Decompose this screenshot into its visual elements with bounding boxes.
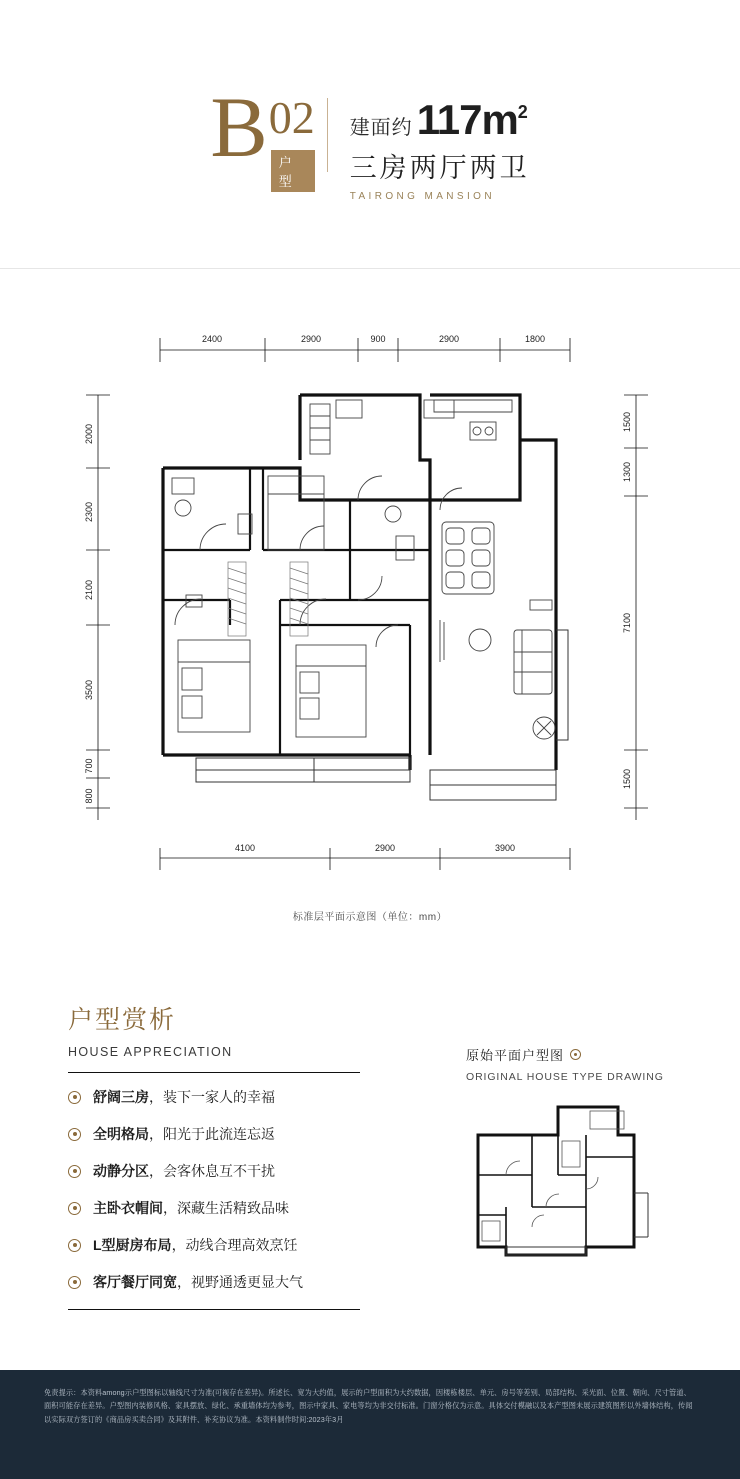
list-item — [68, 1272, 388, 1292]
floorplan-caption: 标准层平面示意图（单位：mm） — [292, 912, 448, 923]
dim-top-2: 2900 — [300, 334, 322, 344]
item-rest: ，装下一家人的幸福 — [149, 1089, 275, 1105]
original-plan-svg — [466, 1097, 666, 1267]
footer-disclaimer — [0, 1370, 740, 1479]
dim-top-4: 2900 — [438, 334, 460, 344]
original-title-cn: 原始平面户型图 — [466, 1048, 565, 1063]
original-title-cn-wrap — [466, 1045, 678, 1064]
appreciation-subtitle: HOUSE APPRECIATION — [68, 1045, 233, 1059]
item-strong: 主卧衣帽间 — [93, 1200, 163, 1216]
dim-left-4: 3500 — [84, 679, 94, 701]
floorplan-block — [0, 300, 740, 940]
dim-left-3: 2100 — [84, 579, 94, 601]
item-strong: 客厅餐厅同宽 — [93, 1274, 177, 1290]
dim-bottom-1: 4100 — [234, 843, 256, 853]
bullet-icon — [68, 1239, 81, 1252]
appreciation-title: 户型赏析 — [68, 1007, 177, 1034]
header-number: 02 — [268, 91, 315, 143]
item-rest: ，阳光于此流连忘返 — [149, 1126, 275, 1142]
header-type-tag: 户型 — [271, 150, 315, 192]
dim-right-1: 1500 — [622, 411, 632, 433]
header-area-prefix: 建面约 — [349, 117, 413, 139]
dim-bottom-3: 3900 — [494, 843, 516, 853]
list-item — [68, 1198, 388, 1218]
dim-left-6: 800 — [84, 788, 94, 804]
header-separator — [0, 268, 740, 269]
item-strong: 舒阔三房 — [93, 1089, 149, 1105]
dim-right-3: 7100 — [622, 612, 632, 634]
header-area-value: 117m — [416, 96, 518, 143]
bullet-icon — [68, 1165, 81, 1178]
list-item — [68, 1161, 388, 1181]
list-item — [68, 1235, 388, 1255]
appreciation-section — [68, 1000, 388, 1310]
floorplan-drawing — [0, 300, 740, 900]
header-divider — [327, 98, 328, 172]
header-info — [350, 92, 530, 202]
original-drawing-image — [466, 1097, 678, 1272]
dim-top-5: 1800 — [524, 334, 546, 344]
item-strong: 全明格局 — [93, 1126, 149, 1142]
item-strong: 动静分区 — [93, 1163, 149, 1179]
header-rooms: 三房两厅两卫 — [349, 153, 530, 183]
item-strong: L型厨房布局 — [93, 1237, 172, 1253]
appreciation-list — [68, 1087, 388, 1292]
footer-text: 免责提示：本资料among示户型图标以轴线尺寸为准(可视存在差异)。所述长、宽为大约值，展示的户型面积为大约数据，因楼栋楼层、单元、房号等差别、局部结构、采光面、位置、朝向、尺寸管道、面积可能存在差异。户型图内装修风格、家具摆放、绿化、承重墙体均为参考，图示中家具、家电等均为非交付标准。门窗分格仅为示意。具体交付模融以及本产型图未展示建筑图形以外墙体结构，传闻以实际双方签订的《商品房买卖合同》及其附件、补充协议为准。本资料制作时间:2023年3月 — [44, 1388, 693, 1424]
header-letter: B — [210, 79, 267, 175]
ring-icon — [570, 1049, 581, 1060]
list-item — [68, 1087, 388, 1107]
dim-top-3: 900 — [370, 334, 386, 344]
item-rest: ，会客休息互不干扰 — [149, 1163, 275, 1179]
header-brand-en: TAIRONG MANSION — [349, 191, 495, 202]
bullet-icon — [68, 1091, 81, 1104]
item-rest: ，深藏生活精致品味 — [163, 1200, 289, 1216]
dim-left-5: 700 — [84, 758, 94, 774]
dim-left-2: 2300 — [84, 501, 94, 523]
item-rest: ，动线合理高效烹饪 — [171, 1237, 298, 1253]
list-item — [68, 1124, 388, 1144]
appreciation-rule-bottom — [68, 1309, 360, 1310]
dim-left-1: 2000 — [84, 423, 94, 445]
appreciation-rule-top — [68, 1072, 360, 1073]
dim-top-1: 2400 — [201, 334, 223, 344]
item-rest: ，视野通透更显大气 — [177, 1274, 303, 1290]
dim-right-4: 1500 — [622, 768, 632, 790]
header — [0, 79, 740, 202]
dim-right-2: 1300 — [622, 461, 632, 483]
dim-bottom-2: 2900 — [374, 843, 396, 853]
header-area-sup: 2 — [517, 102, 528, 122]
original-title-en: ORIGINAL HOUSE TYPE DRAWING — [466, 1071, 664, 1083]
original-drawing-section — [466, 1045, 678, 1272]
bullet-icon — [68, 1276, 81, 1289]
bullet-icon — [68, 1202, 81, 1215]
bullet-icon — [68, 1128, 81, 1141]
